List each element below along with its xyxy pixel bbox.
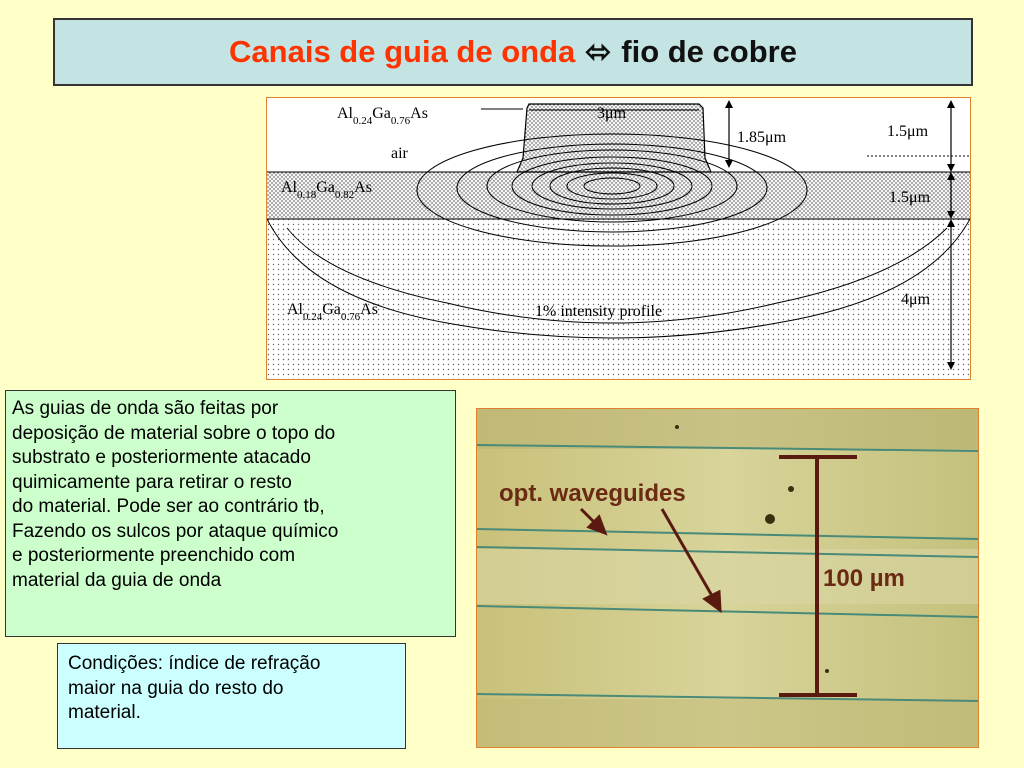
title-part-2: fio de cobre	[621, 34, 797, 69]
bottom-material-label: $Al_{0.24}Ga_{0.76}As$	[287, 301, 378, 323]
band-bottom	[477, 699, 978, 747]
waveguide-cross-section-diagram	[266, 97, 971, 380]
opt-waveguides-label: opt. waveguides	[499, 480, 686, 507]
mid-material-label: $Al_{0.18}Ga_{0.82}As$	[281, 179, 372, 201]
title-arrow: ⬄	[585, 34, 612, 69]
title-part-1: Canais de guia de onda	[229, 34, 576, 69]
substrate-layer	[267, 219, 970, 379]
dim-right-4um: 4μm	[901, 291, 931, 308]
dim-185um-label: 1.85μm	[737, 129, 787, 146]
scale-label: 100 µm	[823, 565, 905, 592]
air-label: air	[391, 145, 408, 162]
band-top	[477, 409, 978, 449]
top-material-label: $Al_{0.24}Ga_{0.76}As$	[337, 105, 428, 127]
micrograph-svg	[477, 409, 978, 747]
diagram-svg	[267, 98, 970, 379]
dim-3um-label: 3μm	[597, 105, 627, 122]
slide-title	[53, 18, 973, 86]
dim-right-15um-mid: 1.5μm	[889, 189, 931, 206]
guide-layer	[267, 172, 970, 219]
waveguide-micrograph	[476, 408, 979, 748]
description-text-box: As guias de onda são feitas por deposição de material sobre o topo do substrato e posteriormente atacado quimicamente para retirar o resto do material. Pode ser ao contrário tb, Fazendo os sulcos por ataque químico e posteriormente preenchido com material da guia de onda	[5, 390, 456, 637]
intensity-profile-label: 1% intensity profile	[535, 303, 663, 320]
dim-right-15um-top: 1.5μm	[887, 123, 929, 140]
conditions-text-box: Condições: índice de refração maior na guia do resto do material.	[57, 643, 406, 749]
